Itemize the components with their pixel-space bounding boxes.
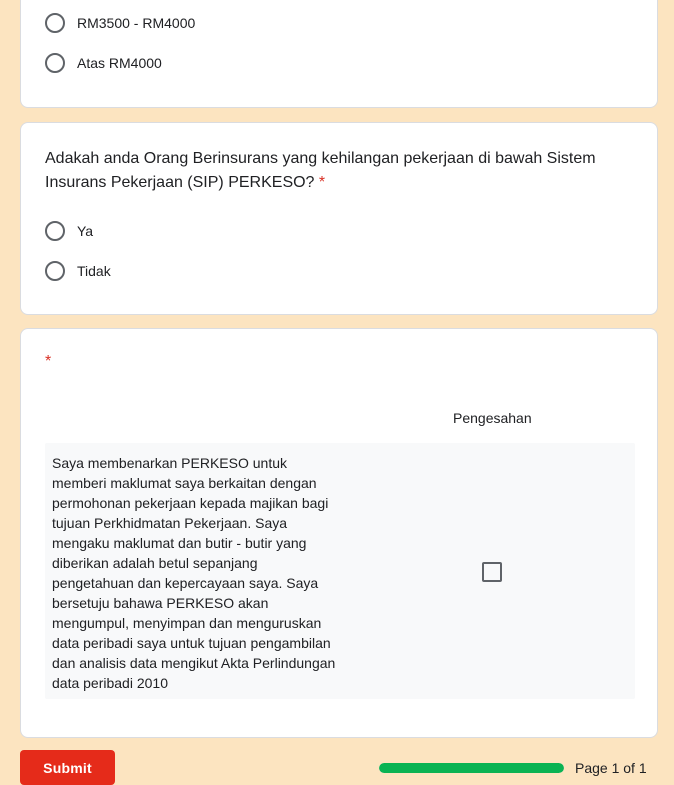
radio-circle-icon[interactable]	[45, 53, 65, 73]
grid-row-consent	[45, 443, 635, 699]
required-asterisk: *	[45, 353, 52, 370]
income-question-card	[20, 0, 658, 108]
consent-question-card	[20, 328, 658, 738]
page-indicator: Page 1 of 1	[575, 760, 647, 776]
radio-option-rm3500-rm4000[interactable]	[45, 13, 195, 33]
radio-label: Atas RM4000	[77, 55, 162, 71]
radio-label: Ya	[77, 223, 94, 239]
progress-bar-fill	[379, 763, 564, 773]
required-asterisk: *	[318, 174, 326, 191]
sip-question-card	[20, 122, 658, 315]
radio-circle-icon[interactable]	[45, 13, 65, 33]
radio-label: RM3500 - RM4000	[77, 15, 196, 31]
radio-circle-icon[interactable]	[45, 221, 65, 241]
consent-checkbox[interactable]	[482, 562, 502, 582]
consent-statement: Saya membenarkan PERKESO untuk memberi maklumat saya berkaitan dengan permohonan pekerjaan kepada majikan bagi tujuan Perkhidmatan Pekerjaan. Saya mengaku maklumat dan butir - butir yang diberikan adalah betul sepanjang pengetahuan dan kepercayaan saya. Saya bersetuju bahawa PERKESO akan mengumpul, menyimpan dan menguruskan data peribadi saya untuk tujuan pengambilan dan analisis data mengikut Akta Perlindungan data peribadi 2010	[52, 455, 336, 691]
radio-option-tidak[interactable]	[45, 261, 111, 281]
radio-option-ya[interactable]	[45, 221, 93, 241]
question-text: Adakah anda Orang Berinsurans yang kehilangan pekerjaan di bawah Sistem Insurans Pekerjaan (SIP) PERKESO?	[45, 150, 596, 191]
progress-bar	[379, 763, 564, 773]
submit-button[interactable]: Submit	[20, 750, 115, 785]
radio-option-atas-rm4000[interactable]	[45, 53, 162, 73]
question-title	[45, 147, 625, 195]
grid-column-header: Pengesahan	[453, 410, 532, 426]
radio-circle-icon[interactable]	[45, 261, 65, 281]
radio-label: Tidak	[77, 263, 111, 279]
